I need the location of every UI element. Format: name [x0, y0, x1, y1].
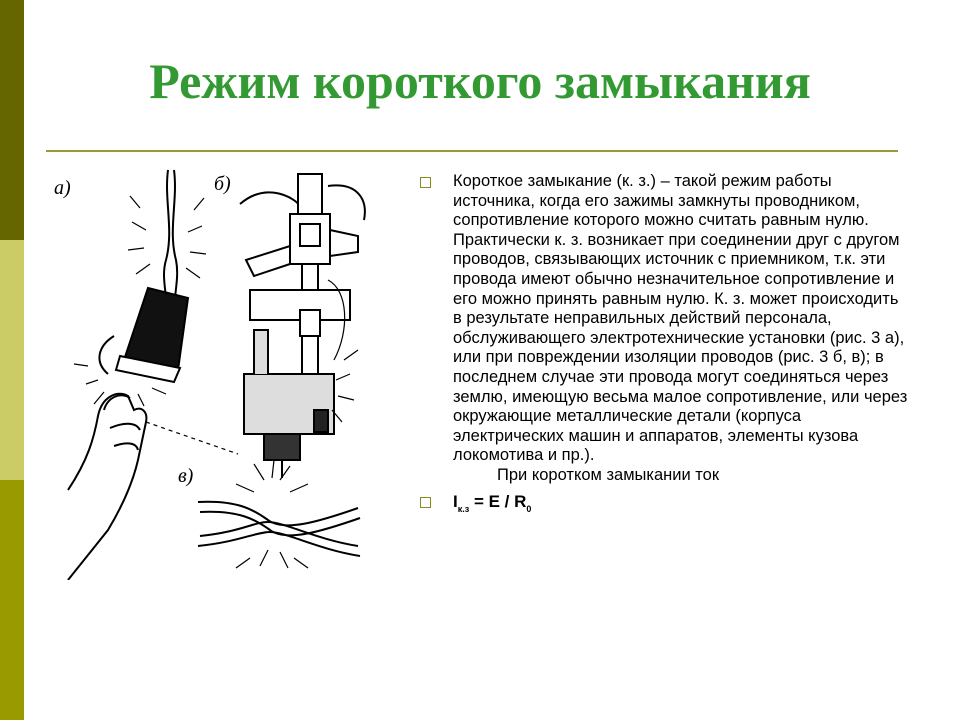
short-circuit-illustration	[28, 160, 400, 580]
figure-label-v: в)	[178, 465, 194, 487]
bullet-item	[420, 172, 908, 486]
formula-current-subscript: к.з	[457, 503, 470, 514]
hand-drawing	[68, 394, 238, 580]
bullet-continuation: При коротком замыкании ток	[497, 465, 720, 484]
slide-title: Режим короткого замыкания	[149, 53, 811, 109]
slide-body	[420, 172, 908, 519]
formula-resistance-subscript: 0	[526, 503, 532, 514]
plug-drawing	[74, 288, 188, 410]
bullet-text: Короткое замыкание (к. з.) – такой режим работы источника, когда его зажимы замкнуты проводником, сопротивление которого можно считать равным нулю. Практически к. з. возникает при соединении друг с другом проводов, связывающих источник с приемником, т.к. эти провода имеют обычно незначительное сопротивление и его можно принять равным нулю. К. з. может происходить в результате неправильных действий персонала, обслуживающего электротехнические установки (рис. 3 а), или при повреждении изоляции проводов (рис. 3 б, в); в последнем случае эти провода могут соединяться через землю, имеющую весьма малое сопротивление, или через окружающие металлические детали (корпуса электрических машин и аппаратов, элементы кузова локомотива и пр.).	[453, 172, 908, 465]
bullet-square-icon	[420, 497, 431, 508]
damaged-wires-drawing	[198, 460, 360, 568]
formula-middle: = E / R	[469, 491, 527, 511]
bullet-square-icon	[420, 177, 431, 188]
figure-label-a: а)	[54, 177, 71, 199]
figure-label-b: б)	[214, 173, 231, 195]
twisted-wire-drawing	[128, 170, 206, 310]
apparatus-drawing	[240, 174, 365, 478]
title-divider	[46, 150, 898, 152]
formula-current-symbol: I	[453, 491, 458, 511]
formula-item	[420, 492, 908, 520]
